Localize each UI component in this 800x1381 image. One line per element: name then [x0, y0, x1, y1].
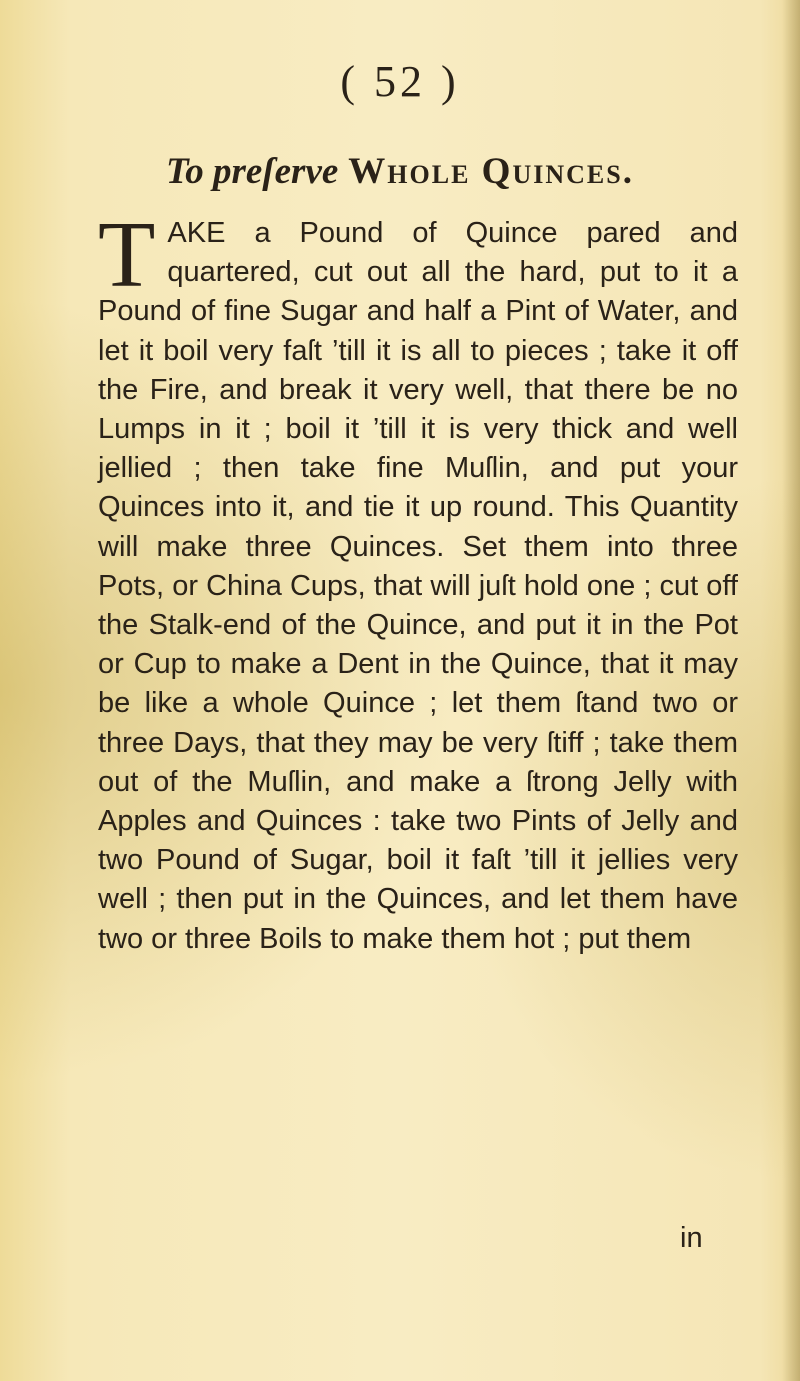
recipe-title	[0, 150, 800, 193]
recipe-body-text: AKE a Pound of Quince pared and quartered, cut out all the hard, put to it a Pound of fine Sugar and half a Pint of Water, and let it boil very faſt ’till it is all to pieces ; take it off the Fire, and break it very well, that there be no Lumps in it ; boil it ’till it is very thick and well jellied ; then take fine Muſlin, and put your Quinces into it, and tie it up round. This Quantity will make three Quinces. Set them into three Pots, or China Cups, that will juſt hold one ; cut off the Stalk-end of the Quince, and put it in the Pot or Cup to make a Dent in the Quince, that it may be like a whole Quince ; let them ſtand two or three Days, that they may be very ſtiff ; take them out of the Muſlin, and make a ſtrong Jelly with Apples and Quinces : take two Pints of Jelly and two Pound of Sugar, boil it faſt ’till it jellies very well ; then put in the Quinces, and let them have two or three Boils to make them hot ; put them	[98, 217, 738, 955]
drop-cap: T	[98, 203, 156, 307]
recipe-body	[98, 203, 738, 959]
recipe-title-italic: To preſerve	[166, 151, 339, 192]
page-number: ( 52 )	[340, 57, 460, 106]
page-edge-shadow	[782, 0, 800, 1381]
recipe-title-caps: Whole Quinces.	[348, 151, 634, 192]
catchword: in	[680, 1222, 703, 1254]
